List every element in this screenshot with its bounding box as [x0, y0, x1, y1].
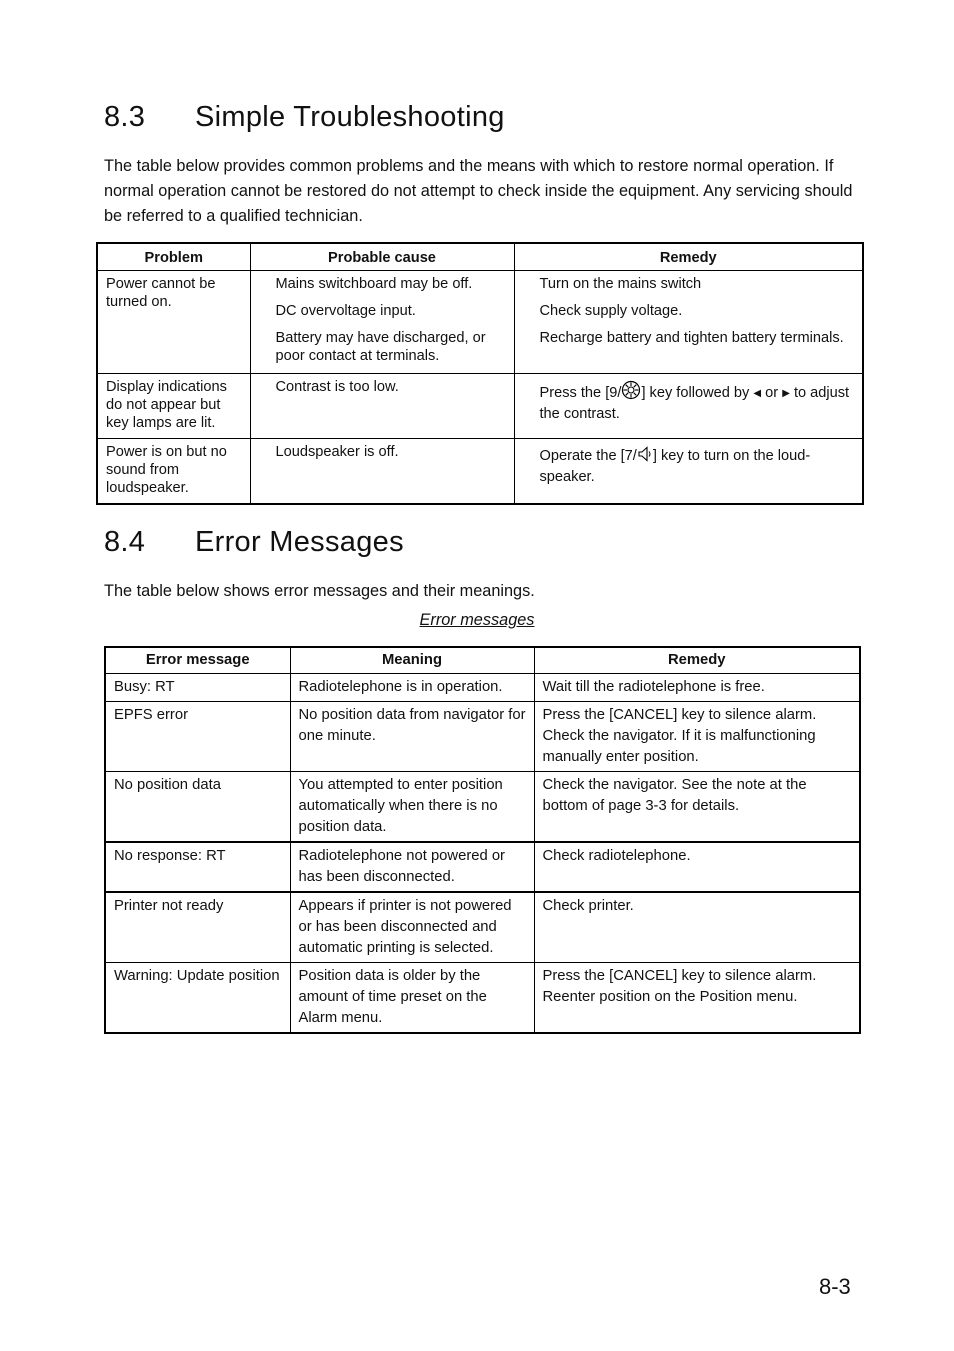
- error-message-cell: Warning: Update position: [105, 963, 290, 1034]
- header-problem: Problem: [97, 243, 250, 271]
- speaker-key-icon: [637, 445, 653, 468]
- cause-cell: [250, 271, 514, 374]
- problem-cell: Power cannot be turned on.: [97, 271, 250, 374]
- error-message-cell: No response: RT: [105, 842, 290, 892]
- left-arrow-icon: ◀: [753, 388, 762, 399]
- error-message-cell: Busy: RT: [105, 674, 290, 702]
- table-row: [97, 271, 863, 374]
- problem-cell: Power is on but no sound from loudspeaker.: [97, 439, 250, 505]
- cause-cell: Loudspeaker is off.: [250, 439, 514, 505]
- right-arrow-icon: ▶: [782, 388, 790, 399]
- table-row: [105, 963, 860, 1034]
- section-number: 8.3: [104, 101, 146, 133]
- remedy-cell: Check radiotelephone.: [534, 842, 860, 892]
- section-title: Simple Troubleshooting: [195, 101, 505, 133]
- header-error-message: Error message: [105, 647, 290, 674]
- section-number: 8.4: [104, 526, 146, 558]
- remedy-cell: [514, 439, 863, 505]
- table-row: [105, 772, 860, 843]
- error-message-cell: Printer not ready: [105, 892, 290, 963]
- header-remedy: Remedy: [514, 243, 863, 271]
- header-meaning: Meaning: [290, 647, 534, 674]
- cause-cell: Contrast is too low.: [250, 374, 514, 439]
- remedy-cell: Check the navigator. See the note at the bottom of page 3-3 for details.: [534, 772, 860, 843]
- table-row: [105, 842, 860, 892]
- troubleshooting-table: [96, 242, 864, 505]
- meaning-cell: Radiotelephone is in operation.: [290, 674, 534, 702]
- remedy-line: Recharge battery and tighten battery terminals.: [539, 330, 844, 346]
- remedy-line: Turn on the mains switch: [539, 276, 702, 292]
- problem-cell: Display indications do not appear but key lamps are lit.: [97, 374, 250, 439]
- remedy-cell: Press the [CANCEL] key to silence alarm. Check the navigator. If it is malfunctioning manually enter position.: [534, 702, 860, 772]
- meaning-cell: No position data from navigator for one minute.: [290, 702, 534, 772]
- remedy-text: to adjust the contrast.: [539, 385, 850, 422]
- section-heading-troubleshooting: [104, 101, 505, 134]
- table-row: [97, 439, 863, 505]
- table-row: [105, 702, 860, 772]
- remedy-text: ] key to turn on the loud-speaker.: [539, 448, 811, 485]
- remedy-cell: Wait till the radiotelephone is free.: [534, 674, 860, 702]
- table-row: [97, 374, 863, 439]
- error-messages-table: [104, 646, 861, 1034]
- table-caption: Error messages: [419, 611, 535, 629]
- cause-line: Battery may have discharged, or poor contact at terminals.: [275, 330, 486, 364]
- page-number: 8-3: [819, 1274, 851, 1299]
- section-title: Error Messages: [195, 526, 404, 558]
- remedy-text: ] key followed by: [641, 385, 754, 401]
- errors-intro: The table below shows error messages and their meanings.: [104, 582, 535, 600]
- header-probable-cause: Probable cause: [250, 243, 514, 271]
- remedy-text: Operate the [7/: [539, 448, 637, 464]
- remedy-text: Press the [9/: [539, 385, 622, 401]
- meaning-cell: Appears if printer is not powered or has been disconnected and automatic printing is selected.: [290, 892, 534, 963]
- error-message-cell: EPFS error: [105, 702, 290, 772]
- brightness-key-icon: [621, 380, 641, 405]
- remedy-cell: [514, 374, 863, 439]
- cause-line: Mains switchboard may be off.: [275, 276, 473, 292]
- remedy-cell: Press the [CANCEL] key to silence alarm. Reenter position on the Position menu.: [534, 963, 860, 1034]
- remedy-line: Check supply voltage.: [539, 303, 683, 319]
- section-heading-errors: [104, 526, 404, 559]
- remedy-text: or: [761, 385, 783, 401]
- remedy-cell: Check printer.: [534, 892, 860, 963]
- header-remedy: Remedy: [534, 647, 860, 674]
- table-row: [105, 892, 860, 963]
- troubleshooting-intro: The table below provides common problems and the means with which to restore normal operation. If normal operation cannot be restored do not attempt to check inside the equipment. Any servicing should be referred to a qualified technician.: [104, 157, 853, 225]
- error-message-cell: No position data: [105, 772, 290, 843]
- table-row: [105, 674, 860, 702]
- meaning-cell: You attempted to enter position automatically when there is no position data.: [290, 772, 534, 843]
- meaning-cell: Position data is older by the amount of time preset on the Alarm menu.: [290, 963, 534, 1034]
- meaning-cell: Radiotelephone not powered or has been disconnected.: [290, 842, 534, 892]
- remedy-cell: [514, 271, 863, 374]
- cause-line: DC overvoltage input.: [275, 303, 416, 319]
